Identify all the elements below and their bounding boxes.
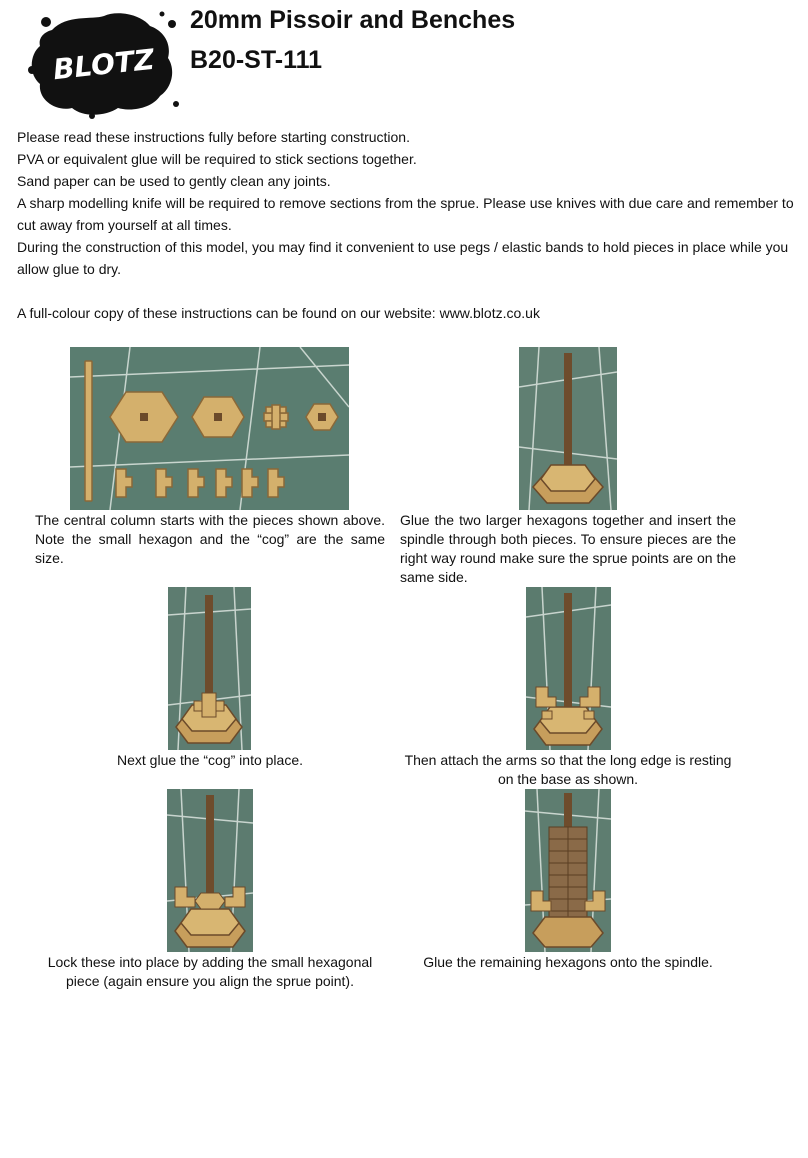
step-2-caption: Glue the two larger hexagons together and insert the spindle through both pieces. To ensure pieces are the right way round make sure the sprue points are on the same side. [400,512,736,585]
step-5-photo [167,789,253,952]
step-6-photo [525,789,611,952]
step-1-photo [70,347,349,510]
page-title: 20mm Pissoir and Benches [190,6,516,34]
intro-line: PVA or equivalent glue will be required to stick sections together. [17,151,417,167]
intro-line: Sand paper can be used to gently clean any joints. [17,173,331,189]
intro-line: Please read these instructions fully before starting construction. [17,129,410,145]
step-6-caption: Glue the remaining hexagons onto the spindle. [423,954,713,970]
step-3-photo [168,587,251,750]
logo-text: BLOTZ [51,42,156,87]
intro-line: During the construction of this model, you may find it convenient to use pegs / elastic bands to hold pieces in place while you allow glue to dry. [17,239,789,277]
product-code: B20-ST-111 [190,46,323,74]
step-2-photo [519,347,617,510]
website-note: A full-colour copy of these instructions can be found on our website: www.blotz.co.uk [17,305,540,321]
intro-text [17,126,807,324]
step-3-caption: Next glue the “cog” into place. [117,752,303,768]
step-1-caption: The central column starts with the pieces shown above. Note the small hexagon and the “cog” are the same size. [35,512,385,566]
step-4-photo [526,587,611,750]
intro-line: A sharp modelling knife will be required to remove sections from the sprue. Please use knives with due care and remember to cut away from yourself at all times. [17,195,794,233]
step-5-caption: Lock these into place by adding the small hexagonal piece (again ensure you align the sprue point). [47,954,373,989]
step-4-caption: Then attach the arms so that the long edge is resting on the base as shown. [404,752,732,787]
blotz-logo [22,8,182,120]
